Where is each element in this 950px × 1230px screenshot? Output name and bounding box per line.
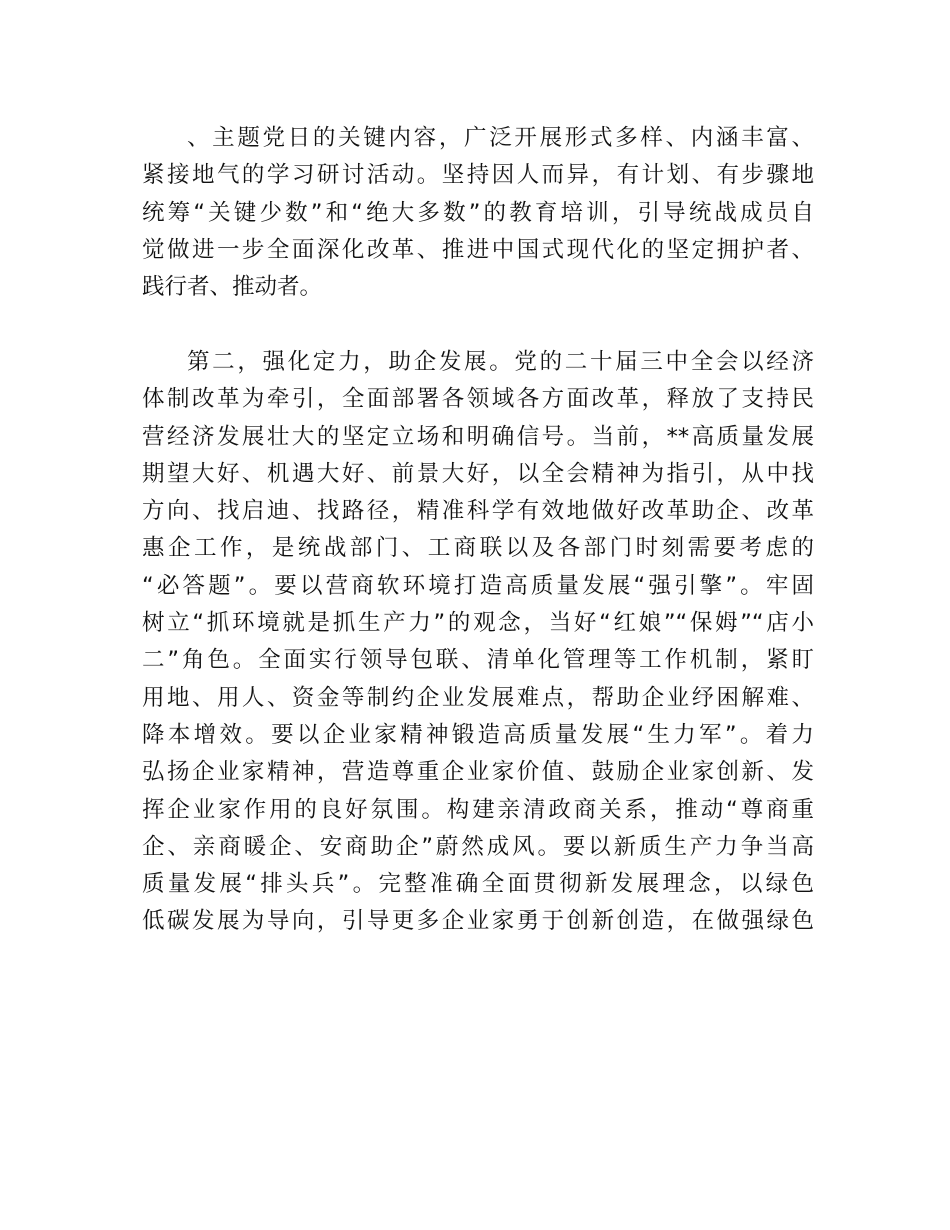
text-line: 统筹“关键少数”和“绝大多数”的教育培训，引导统战成员自 [142,199,814,226]
text-line: “必答题”。要以营商软环境打造高质量发展“强引擎”。牢固 [142,572,814,599]
paragraph-1 [142,120,814,306]
text-line: 弘扬企业家精神，营造尊重企业家价值、鼓励企业家创新、发 [142,759,814,786]
text-line: 惠企工作，是统战部门、工商联以及各部门时刻需要考虑的 [142,535,814,562]
text-line: 紧接地气的学习研讨活动。坚持因人而异，有计划、有步骤地 [142,162,814,189]
text-line: 质量发展“排头兵”。完整准确全面贯彻新发展理念，以绿色 [142,871,814,898]
text-line: 、主题党日的关键内容，广泛开展形式多样、内涵丰富、 [187,125,814,151]
text-line: 挥企业家作用的良好氛围。构建亲清政商关系，推动“尊商重 [142,796,814,823]
text-line: 降本增效。要以企业家精神锻造高质量发展“生力军”。着力 [142,721,814,748]
text-line: 二”角色。全面实行领导包联、清单化管理等工作机制，紧盯 [142,647,814,674]
text-line: 方向、找启迪、找路径，精准科学有效地做好改革助企、改革 [142,498,814,525]
text-line: 第二，强化定力，助企发展。党的二十届三中全会以经济 [187,349,814,375]
text-line: 企、亲商暖企、安商助企”蔚然成风。要以新质生产力争当高 [142,833,814,860]
text-line: 营经济发展壮大的坚定立场和明确信号。当前，**高质量发展 [142,423,814,450]
text-line: 低碳发展为导向，引导更多企业家勇于创新创造，在做强绿色 [142,908,814,935]
text-line: 觉做进一步全面深化改革、推进中国式现代化的坚定拥护者、 [142,236,814,263]
text-line: 用地、用人、资金等制约企业发展难点，帮助企业纾困解难、 [142,684,814,711]
text-line: 体制改革为牵引，全面部署各领域各方面改革，释放了支持民 [142,386,814,413]
text-line: 践行者、推动者。 [142,274,323,301]
paragraph-2 [142,344,814,941]
text-line: 期望大好、机遇大好、前景大好，以全会精神为指引，从中找 [142,460,814,487]
text-line: 树立“抓环境就是抓生产力”的观念，当好“红娘”“保姆”“店小 [142,610,814,637]
